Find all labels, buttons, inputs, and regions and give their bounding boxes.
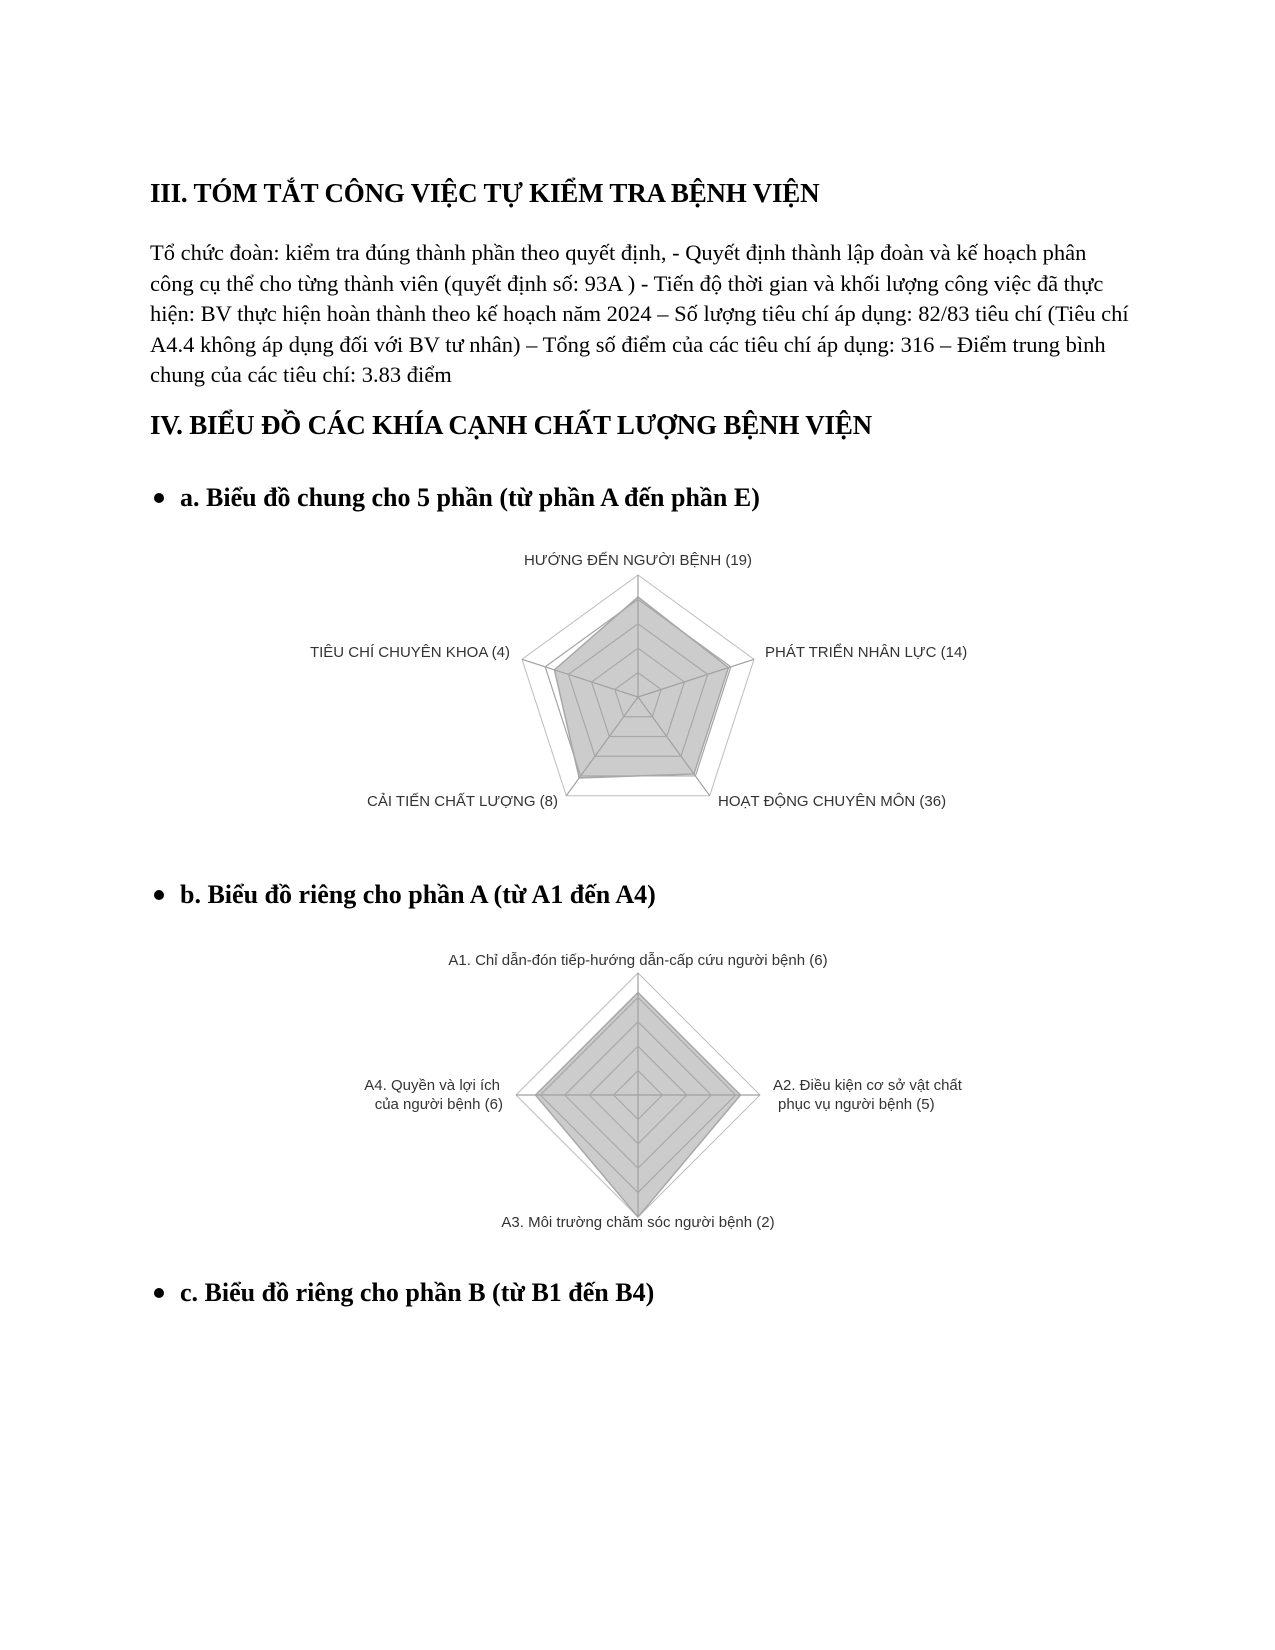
radar-chart-overall	[0, 530, 1275, 830]
bullet-chart-a	[150, 483, 760, 513]
axis-label-patient-oriented: HƯỚNG ĐẾN NGƯỜI BỆNH (19)	[523, 552, 753, 569]
bullet-label: a. Biểu đồ chung cho 5 phần (từ phần A đến phần E)	[180, 483, 760, 512]
radar-data-area	[554, 597, 728, 778]
bullet-chart-b	[150, 880, 656, 910]
axis-label-a4-line2: của người bệnh (6)	[374, 1096, 503, 1113]
bullet-chart-c	[150, 1278, 654, 1308]
axis-label-specialty-criteria: TIÊU CHÍ CHUYÊN KHOA (4)	[309, 644, 510, 661]
radar-chart-overall-svg	[0, 530, 1275, 830]
axis-label-a2-line1: A2. Điều kiện cơ sở vật chất	[773, 1077, 962, 1094]
radar-axes	[516, 973, 760, 1217]
radar-chart-part-a-svg	[0, 935, 1275, 1235]
axis-label-quality-improvement: CẢI TIẾN CHẤT LƯỢNG (8)	[367, 793, 558, 810]
bullet-icon	[154, 890, 164, 900]
axis-label-a4-line1: A4. Quyền và lợi ích	[364, 1077, 500, 1094]
axis-label-professional-activities: HOẠT ĐỘNG CHUYÊN MÔN (36)	[718, 793, 947, 810]
bullet-icon	[154, 493, 164, 503]
bullet-label: c. Biểu đồ riêng cho phần B (từ B1 đến B4)	[180, 1278, 655, 1307]
bullet-icon	[154, 1288, 164, 1298]
bullet-label: b. Biểu đồ riêng cho phần A (từ A1 đến A4)	[180, 880, 656, 909]
radar-chart-part-a	[0, 935, 1275, 1235]
axis-label-a2-line2: phục vụ người bệnh (5)	[778, 1096, 935, 1113]
summary-paragraph: Tổ chức đoàn: kiểm tra đúng thành phần theo quyết định, - Quyết định thành lập đoàn và kế hoạch phân công cụ thể cho từng thành viên (quyết định số: 93A ) - Tiến độ thời gian và khối lượng công việc đã thực hiện: BV thực hiện hoàn thành theo kế hoạch năm 2024 – Số lượng tiêu chí áp dụng: 82/83 tiêu chí (Tiêu chí A4.4 không áp dụng đối với BV tư nhân) – Tổng số điểm của các tiêu chí áp dụng: 316 – Điểm trung bình chung của các tiêu chí: 3.83 điểm	[150, 240, 1129, 387]
section-4-heading: IV. BIỂU ĐỒ CÁC KHÍA CẠNH CHẤT LƯỢNG BỆNH VIỆN	[150, 410, 872, 440]
axis-label-a1: A1. Chỉ dẫn-đón tiếp-hướng dẫn-cấp cứu người bệnh (6)	[448, 952, 828, 969]
section-3-heading: III. TÓM TẮT CÔNG VIỆC TỰ KIỂM TRA BỆNH VIỆN	[150, 178, 820, 208]
axis-label-hr-development: PHÁT TRIỂN NHÂN LỰC (14)	[765, 644, 968, 661]
axis-label-a3: A3. Môi trường chăm sóc người bệnh (2)	[501, 1214, 775, 1231]
